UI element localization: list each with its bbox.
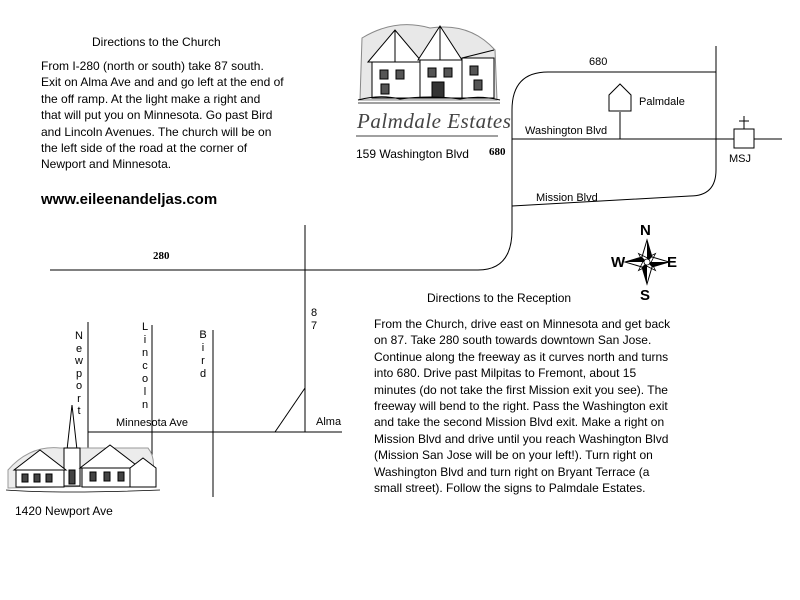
- newport-label: N e w p o r t: [75, 330, 83, 417]
- compass-north: N: [640, 222, 651, 239]
- alma-offramp: [275, 388, 305, 432]
- church-directions-line: that will put you on Minnesota. Go past Bird: [41, 108, 273, 123]
- reception-directions-line: on 87. Take 280 south towards downtown San Jose.: [374, 333, 652, 348]
- church-directions-heading: Directions to the Church: [92, 35, 221, 49]
- alma-label: Alma: [316, 416, 342, 428]
- compass-east: E: [667, 254, 678, 271]
- cross-icon: [734, 116, 754, 148]
- bird-label: B i r d: [199, 329, 207, 380]
- church-directions-line: Newport and Minnesota.: [41, 157, 172, 172]
- reception-directions-text: [374, 316, 704, 496]
- reception-directions-line: Continue along the freeway as it curves north and turns: [374, 349, 669, 364]
- reception-directions-line: (Mission San Jose will be on your left!). Turn right on: [374, 448, 653, 463]
- palmdale-logo-text: Palmdale Estates: [357, 109, 512, 133]
- reception-directions-line: into 680. Drive past Milpitas to Fremont, about 15: [374, 366, 637, 381]
- washington-blvd-label: Washington Blvd: [525, 125, 608, 137]
- reception-directions-line: freeway will bend to the right. Pass the Washington exit: [374, 399, 668, 414]
- reception-directions-line: small street). Follow the signs to Palmdale Estates.: [374, 481, 646, 496]
- compass-south: S: [640, 287, 651, 304]
- church-address: 1420 Newport Ave: [15, 504, 113, 518]
- reception-directions-line: Mission Blvd and drive until you reach Washington Blvd: [374, 431, 669, 446]
- website-link[interactable]: www.eileenandeljas.com: [41, 191, 218, 208]
- palmdale-label: Palmdale: [639, 96, 685, 108]
- hwy-280-label: 280: [153, 250, 170, 262]
- msj-label: MSJ: [729, 153, 751, 165]
- hwy-87-label: 8 7: [310, 307, 318, 332]
- church-directions-line: Exit on Alma Ave and and go left at the end of: [41, 75, 284, 90]
- minnesota-ave-label: Minnesota Ave: [116, 417, 188, 429]
- mansion-illustration: [358, 25, 500, 103]
- church-directions-text: [41, 58, 341, 173]
- church-directions-line: and Lincoln Avenues. The church will be on: [41, 124, 272, 139]
- house-icon: [609, 84, 631, 111]
- hwy-680-label: 680: [589, 56, 608, 68]
- venue-address: 159 Washington Blvd: [356, 147, 469, 161]
- church-directions-line: the left side of the road at the corner of: [41, 141, 248, 156]
- lincoln-label: L i n c o l n: [141, 321, 149, 411]
- reception-directions-line: and take the second Mission Blvd exit. Make a right on: [374, 415, 665, 430]
- church-directions-line: From I-280 (north or south) take 87 south.: [41, 59, 264, 73]
- compass-rose-icon: [625, 240, 669, 284]
- church-directions-line: the off ramp. At the light make a right and: [41, 91, 261, 106]
- reception-directions-line: From the Church, drive east on Minnesota and get back: [374, 317, 671, 331]
- reception-directions-heading: Directions to the Reception: [427, 291, 572, 305]
- compass-west: W: [611, 254, 626, 271]
- reception-directions-line: Washington Blvd and turn right on Bryant Terrace (a: [374, 464, 650, 479]
- reception-directions-line: minutes (do not take the first Mission exit you see). The: [374, 382, 668, 397]
- hwy-680-side-label: 680: [489, 146, 506, 158]
- mission-blvd-label: Mission Blvd: [536, 192, 598, 204]
